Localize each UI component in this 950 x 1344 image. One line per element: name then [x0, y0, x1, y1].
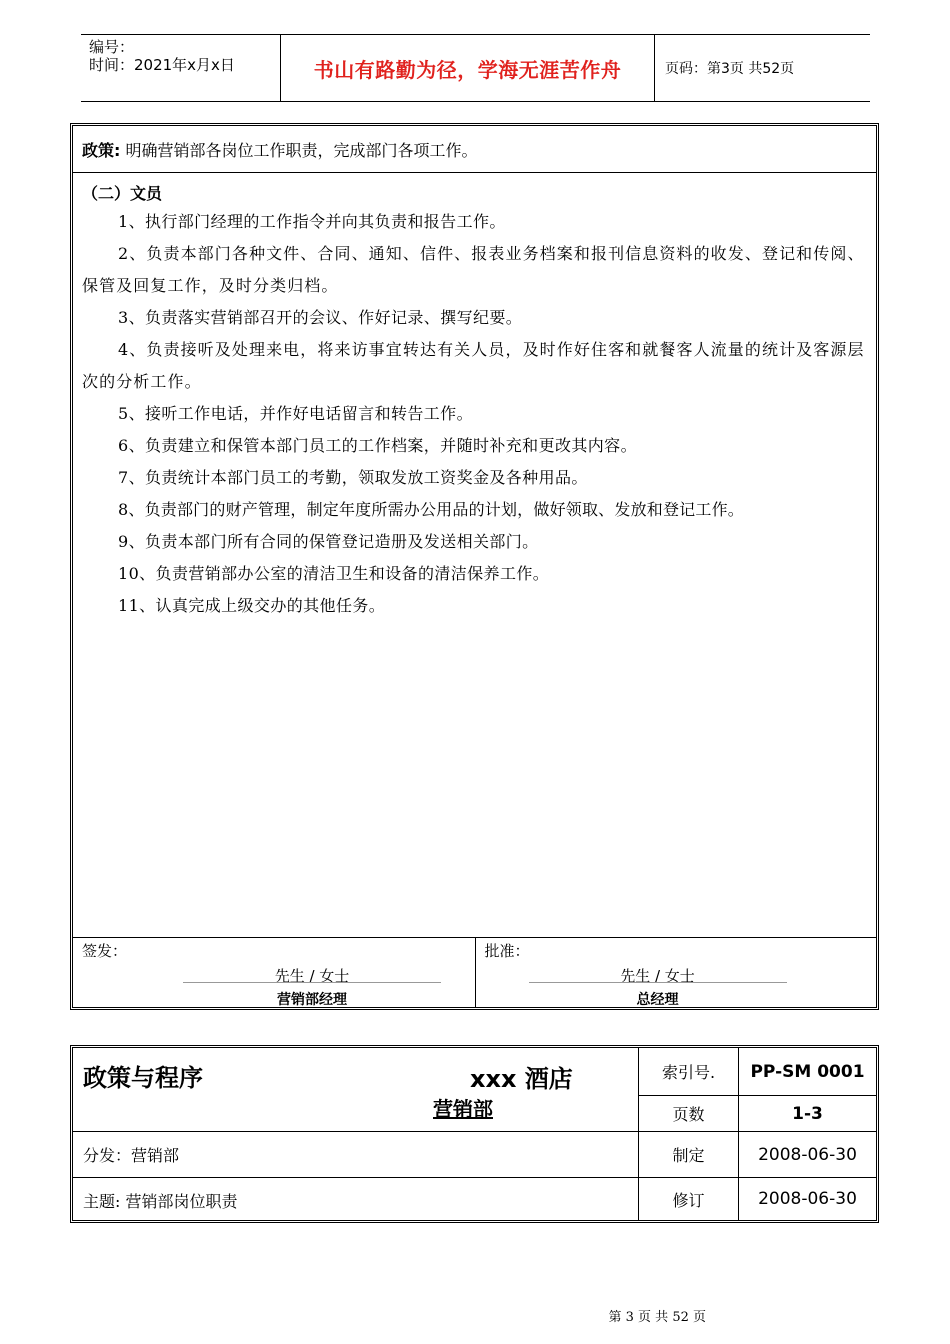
- list-item: 11、认真完成上级交办的其他任务。: [118, 596, 386, 615]
- issue-signature-line: [183, 982, 441, 983]
- made-date: 2008-06-30: [758, 1144, 857, 1165]
- policy-box: [70, 123, 879, 1010]
- pages-label: 页数: [672, 1105, 705, 1124]
- index-value: PP-SM 0001: [750, 1061, 865, 1082]
- document-info-table: [70, 1045, 879, 1223]
- header-meta: [81, 35, 281, 101]
- list-item: 10、负责营销部办公室的清洁卫生和设备的清洁保养工作。: [118, 564, 550, 583]
- list-item: 2、负责本部门各种文件、合同、通知、信件、报表业务档案和报刊信息资料的收发、登记和传阅、保管及回复工作，及时分类归档。: [82, 244, 865, 295]
- policy-text: 明确营销部各岗位工作职责，完成部门各项工作。: [120, 141, 478, 160]
- section-title: （二）文员: [82, 184, 163, 203]
- list-item: 5、接听工作电话，并作好电话留言和转告工作。: [118, 404, 473, 423]
- approve-name: 先生 / 女士: [620, 967, 695, 985]
- issue-name: 先生 / 女士: [274, 967, 350, 985]
- issue-cell: [73, 938, 475, 1007]
- hotel-name: xxx 酒店: [470, 1065, 573, 1093]
- subject: 主题: 营销部岗位职责: [83, 1192, 238, 1211]
- number-label: 编号：: [89, 38, 135, 56]
- policy-row: [73, 126, 876, 173]
- doc-type-title: 政策与程序: [83, 1064, 203, 1092]
- revised-date: 2008-06-30: [758, 1189, 857, 1209]
- policy-label: 政策:: [82, 141, 121, 160]
- department-name: 营销部: [433, 1097, 493, 1121]
- distribution: 分发：营销部: [83, 1146, 180, 1165]
- approve-cell: [475, 938, 877, 1007]
- signoff-row: [73, 937, 876, 1007]
- index-label: 索引号.: [661, 1063, 716, 1082]
- section-content: [73, 174, 876, 937]
- page-footer: 第 3 页 共 52 页: [608, 1310, 706, 1325]
- list-item: 7、负责统计本部门员工的考勤，领取发放工资奖金及各种用品。: [118, 468, 588, 487]
- issue-label: 签发：: [82, 942, 128, 960]
- revised-label: 修订: [672, 1190, 705, 1210]
- time-label: 时间：2021年x月x日: [89, 56, 235, 74]
- header-motto: 书山有路勤为径，学海无涯苦作舟: [281, 35, 655, 101]
- list-item: 8、负责部门的财产管理，制定年度所需办公用品的计划，做好领取、发放和登记工作。: [118, 500, 744, 519]
- list-item: 6、负责建立和保管本部门员工的工作档案，并随时补充和更改其内容。: [118, 436, 637, 455]
- list-item: 3、负责落实营销部召开的会议、作好记录、撰写纪要。: [118, 308, 523, 327]
- approve-signature-line: [529, 982, 787, 983]
- pages-value: 1-3: [792, 1103, 823, 1124]
- issue-title: 营销部经理: [277, 992, 347, 1008]
- header-page-label: 页码：第3页 共52页: [665, 61, 795, 77]
- made-label: 制定: [672, 1146, 705, 1165]
- approve-title: 总经理: [636, 992, 679, 1008]
- list-item: 4、负责接听及处理来电，将来访事宜转达有关人员，及时作好住客和就餐客人流量的统计及客源层次的分析工作。: [82, 340, 865, 391]
- approve-label: 批准：: [484, 942, 530, 960]
- page-header: [81, 34, 870, 102]
- list-item: 1、执行部门经理的工作指令并向其负责和报告工作。: [118, 212, 506, 231]
- list-item: 9、负责本部门所有合同的保管登记造册及发送相关部门。: [118, 532, 539, 551]
